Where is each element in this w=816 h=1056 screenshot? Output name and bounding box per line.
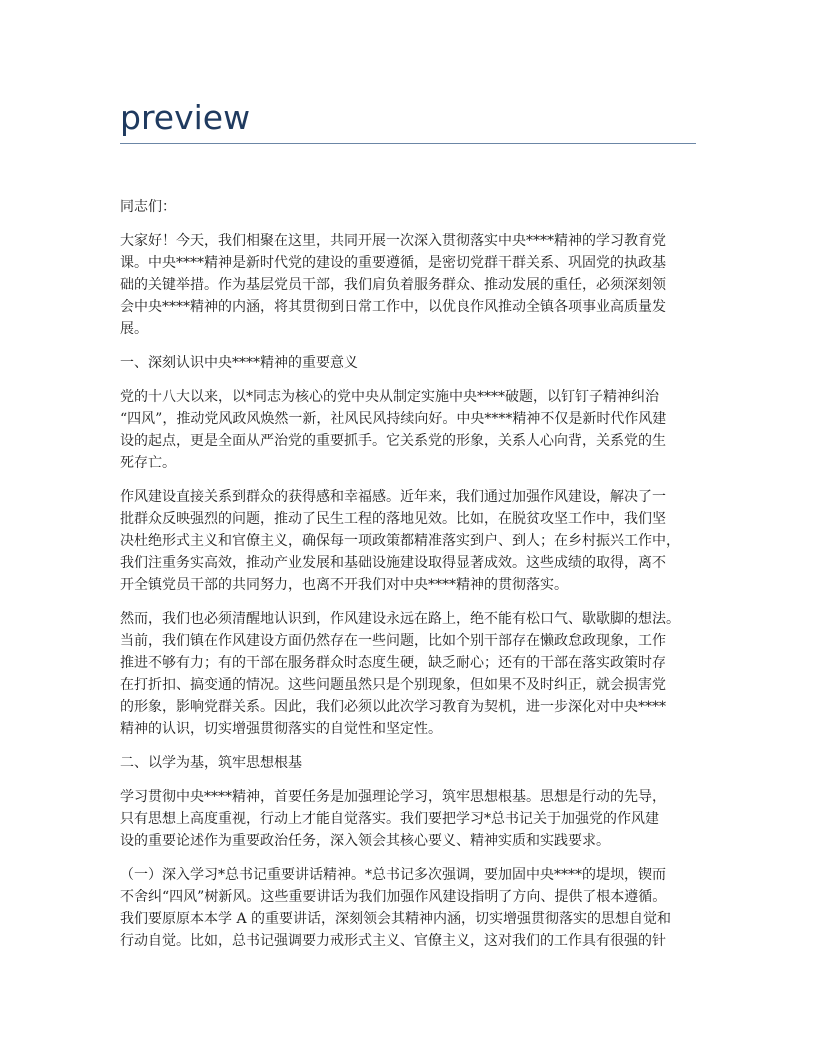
text-line: 课。中央****精神是新时代党的建设的重要遵循，是密切党群干群关系、巩固党的执政基 bbox=[120, 255, 666, 271]
paragraph bbox=[120, 864, 698, 952]
document-title: preview bbox=[120, 98, 251, 137]
title-divider bbox=[120, 143, 696, 144]
text-line: （一）深入学习*总书记重要讲话精神。*总书记多次强调，要加固中央****的堤坝，锲而 bbox=[120, 867, 666, 883]
text-line: 会中央****精神的内涵，将其贯彻到日常工作中，以优良作风推动全镇各项事业高质量发 bbox=[120, 299, 666, 315]
text-line: 二、以学为基，筑牢思想根基 bbox=[120, 755, 302, 771]
text-line: “四风”，推动党风政风焕然一新，社风民风持续向好。中央****精神不仅是新时代作风建 bbox=[120, 411, 667, 427]
text-line: 开全镇党员干部的共同努力，也离不开我们对中央****精神的贯彻落实。 bbox=[120, 577, 568, 593]
text-line: 批群众反映强烈的问题，推动了民生工程的落地见效。比如，在脱贫攻坚工作中，我们坚 bbox=[120, 511, 666, 527]
text-line: 精神的认识，切实增强贯彻落实的自觉性和坚定性。 bbox=[120, 721, 442, 737]
paragraph bbox=[120, 196, 698, 218]
text-line: 行动自觉。比如，总书记强调要力戒形式主义、官僚主义，这对我们的工作具有很强的针 bbox=[120, 933, 666, 949]
text-line: 设的起点，更是全面从严治党的重要抓手。它关系党的形象，关系人心向背，关系党的生 bbox=[120, 433, 666, 449]
text-line: 学习贯彻中央****精神，首要任务是加强理论学习，筑牢思想根基。思想是行动的先导， bbox=[120, 789, 666, 805]
paragraph bbox=[120, 386, 698, 474]
text-line: 作风建设直接关系到群众的获得感和幸福感。近年来，我们通过加强作风建设，解决了一 bbox=[120, 489, 666, 505]
text-line: 不舍纠“四风”树新风。这些重要讲话为我们加强作风建设指明了方向、提供了根本遵循。 bbox=[120, 889, 667, 905]
paragraph bbox=[120, 230, 698, 340]
text-line: 然而，我们也必须清醒地认识到，作风建设永远在路上，绝不能有松口气、歇歇脚的想法。 bbox=[120, 611, 680, 627]
text-line: 础的关键举措。作为基层党员干部，我们肩负着服务群众、推动发展的重任，必须深刻领 bbox=[120, 277, 666, 293]
text-line: 我们要原原本本学 A 的重要讲话，深刻领会其精神内涵，切实增强贯彻落实的思想自觉和 bbox=[120, 911, 672, 927]
text-line: 推进不够有力；有的干部在服务群众时态度生硬，缺乏耐心；还有的干部在落实政策时存 bbox=[120, 655, 666, 671]
text-line: 在打折扣、搞变通的情况。这些问题虽然只是个别现象，但如果不及时纠正，就会损害党 bbox=[120, 677, 666, 693]
text-line: 的形象，影响党群关系。因此，我们必须以此次学习教育为契机，进一步深化对中央**** bbox=[120, 699, 666, 715]
text-line: 同志们： bbox=[120, 199, 176, 215]
text-line: 死存亡。 bbox=[120, 455, 176, 471]
text-line: 展。 bbox=[120, 321, 148, 337]
text-line: 大家好！今天，我们相聚在这里，共同开展一次深入贯彻落实中央****精神的学习教育党 bbox=[120, 233, 666, 249]
text-line: 只有思想上高度重视，行动上才能自觉落实。我们要把学习*总书记关于加强党的作风建 bbox=[120, 811, 659, 827]
text-line: 我们注重务实高效，推动产业发展和基础设施建设取得显著成效。这些成绩的取得，离不 bbox=[120, 555, 666, 571]
paragraph bbox=[120, 752, 698, 774]
text-line: 党的十八大以来，以*同志为核心的党中央从制定实施中央****破题，以钉钉子精神纠治 bbox=[120, 389, 659, 405]
document-body bbox=[120, 196, 698, 964]
text-line: 当前，我们镇在作风建设方面仍然存在一些问题，比如个别干部存在懒政怠政现象，工作 bbox=[120, 633, 666, 649]
text-line: 设的重要论述作为重要政治任务，深入领会其核心要义、精神实质和实践要求。 bbox=[120, 833, 610, 849]
paragraph bbox=[120, 352, 698, 374]
text-line: 决杜绝形式主义和官僚主义，确保每一项政策都精准落实到户、到人；在乡村振兴工作中， bbox=[120, 533, 680, 549]
text-line: 一、深刻认识中央****精神的重要意义 bbox=[120, 355, 358, 371]
paragraph bbox=[120, 786, 698, 852]
paragraph bbox=[120, 486, 698, 596]
paragraph bbox=[120, 608, 698, 740]
